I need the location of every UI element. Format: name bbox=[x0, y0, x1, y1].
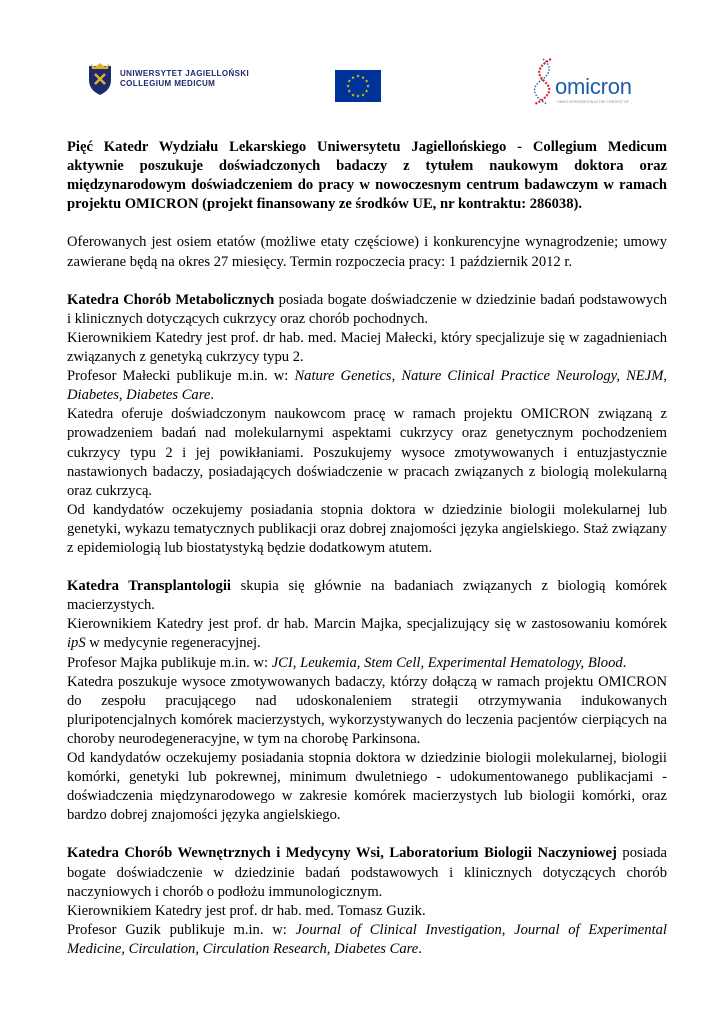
eu-flag-icon bbox=[335, 70, 381, 102]
dept3-pub-prefix: Profesor Guzik publikuje m.in. w: bbox=[67, 921, 296, 938]
university-logo bbox=[86, 62, 249, 96]
dept1-journals: Nature Genetics, Nature Clinical Practice Neurology, NEJM, Diabetes, Diabetes Care bbox=[67, 368, 668, 404]
dept2-desc: skupia się głównie na badaniach związanych z biologią komórek macierzystych. bbox=[67, 578, 667, 614]
dept3-pub-suffix: . bbox=[418, 940, 422, 957]
eu-star-icon: ★ bbox=[350, 92, 356, 98]
dept2-intro bbox=[67, 577, 667, 615]
omicron-logo bbox=[527, 56, 633, 111]
eu-star-icon: ★ bbox=[355, 93, 361, 99]
eu-star-icon: ★ bbox=[355, 73, 361, 79]
eu-star-icon: ★ bbox=[350, 74, 356, 80]
eu-star-icon: ★ bbox=[345, 83, 351, 89]
document-body bbox=[67, 138, 667, 959]
university-line1: UNIWERSYTET JAGIELLOŃSKI bbox=[120, 69, 250, 78]
dept2-head bbox=[67, 615, 667, 653]
dept1-publications bbox=[67, 367, 667, 405]
dept2-name: Katedra Transplantologii bbox=[67, 578, 231, 595]
dept2-offer: Katedra poszukuje wysoce zmotywowanych badaczy, którzy dołączą w ramach projektu OMICRON do zespołu pracującego nad udoskonaleniem strategii otrzymywania indukowanych pluripotencjalnych komórek macierzystych, wykorzystywanych do leczenia pacjentów cierpiących na choroby neurodegeneracyjne, w tym na chorobę Parkinsona. bbox=[67, 673, 667, 747]
dept3-publications bbox=[67, 921, 667, 959]
dept1-intro bbox=[67, 291, 667, 329]
offer-paragraph: Oferowanych jest osiem etatów (możliwe etaty częściowe) i konkurencyjne wynagrodzenie; umowy zawierane będą na okres 27 miesięcy. Termin rozpoczecia pracy: 1 październik 2012 r. bbox=[67, 234, 667, 270]
university-line2: COLLEGIUM MEDICUM bbox=[120, 79, 216, 88]
dept1-head: Kierownikiem Katedry jest prof. dr hab. med. Maciej Małecki, który specjalizuje się w zagadnieniach związanych z genetyką cukrzycy typu 2. bbox=[67, 329, 667, 366]
dept1-desc: posiada bogate doświadczenie w dziedzinie badań podstawowych i klinicznych dotyczących cukrzycy oraz chorób pochodnych. bbox=[67, 291, 667, 327]
dept2-requirements: Od kandydatów oczekujemy posiadania stopnia doktora w dziedzinie biologii molekularnej, biologii komórki, genetyki lub pokrewnej, minimum dwuletniego - udokumentowanego publikacjami - doświadczenia międzynarodowego w zakresie komórek macierzystych lub biologii komórki, oraz bardzo dobrej znajomości języka angielskiego. bbox=[67, 750, 667, 824]
dept2-head-prefix: Kierownikiem Katedry jest prof. dr hab. Marcin Majka, specjalizujący się w zastosowaniu komórek bbox=[67, 616, 667, 633]
eu-star-icon: ★ bbox=[364, 78, 369, 84]
university-crest-icon bbox=[86, 62, 114, 96]
eu-star-icon: ★ bbox=[347, 88, 352, 94]
dept1-offer: Katedra oferuje doświadczonym naukowcom pracę w ramach projektu OMICRON związaną z prowadzeniem badań nad molekularnymi aspektami cukrzycy oraz genetycznym pochodzeniem cukrzycy typu 2 i jej powikłaniami. Poszukujemy wysoce zmotywowanych i entuzjastycznie nastawionych badaczy, posiadających doświadczenie w pracach związanych z biologią molekularną oraz cukrzycą. bbox=[67, 406, 667, 499]
dept3-desc: posiada bogate doświadczenie w dziedzinie badań podstawowych i klinicznych dotyczących chorób naczyniowych i chorób o podłożu immunologicznym. bbox=[67, 845, 668, 900]
dept3-journals: Journal of Clinical Investigation, Journal of Experimental Medicine, Circulation, Circulation Research, Diabetes Care bbox=[67, 921, 667, 957]
eu-star-icon: ★ bbox=[360, 74, 366, 80]
eu-star-icon: ★ bbox=[364, 88, 369, 94]
dept1-pub-prefix: Profesor Małecki publikuje m.in. w: bbox=[67, 368, 295, 385]
eu-star-icon: ★ bbox=[365, 83, 371, 89]
omicron-wordmark: omicron bbox=[555, 74, 632, 99]
dept2-publications bbox=[67, 654, 667, 673]
dept1-requirements: Od kandydatów oczekujemy posiadania stopnia doktora w dziedzinie biologii molekularnej lub genetyki, wykazu tematycznych publikacji oraz dobrej znajomości języka angielskiego. Staż związany z epidemiologią lub biostatystyką będzie dodatkowym atutem. bbox=[67, 501, 667, 556]
dna-helix-icon bbox=[527, 56, 557, 106]
dept1-pub-suffix: . bbox=[210, 387, 214, 404]
dept2-head-suffix: w medycynie regeneracyjnej. bbox=[85, 635, 261, 652]
university-name bbox=[120, 69, 249, 89]
dept3-head: Kierownikiem Katedry jest prof. dr hab. med. Tomasz Guzik. bbox=[67, 902, 426, 919]
headline-paragraph: Pięć Katedr Wydziału Lekarskiego Uniwersytetu Jagiellońskiego - Collegium Medicum aktywnie poszukuje doświadczonych badaczy z tytułem naukowym doktora oraz międzynarodowym doświadczeniem do pracy w nowoczesnym centrum badawczym w ramach projektu OMICRON (projekt finansowany ze środków UE, nr kontraktu: 286038). bbox=[67, 139, 667, 213]
dept1-name: Katedra Chorób Metabolicznych bbox=[67, 291, 275, 308]
eu-star-icon: ★ bbox=[360, 92, 366, 98]
dept2-pub-prefix: Profesor Majka publikuje m.in. w: bbox=[67, 654, 272, 671]
header-logos bbox=[0, 56, 724, 114]
eu-star-icon: ★ bbox=[347, 78, 352, 84]
dept2-pub-suffix: . bbox=[622, 654, 627, 671]
dept3-name: Katedra Chorób Wewnętrznych i Medycyny Wsi, Laboratorium Biologii Naczyniowej bbox=[67, 845, 617, 862]
dept2-head-italic: ipS bbox=[67, 635, 86, 652]
dept3-intro bbox=[67, 844, 667, 901]
omicron-subtitle: OMICS INTEGRATION IN THE CONTEXT OF ... bbox=[557, 100, 633, 104]
dept2-journals: JCI, Leukemia, Stem Cell, Experimental Hematology, Blood bbox=[271, 654, 623, 671]
eu-flag-logo bbox=[335, 70, 381, 107]
